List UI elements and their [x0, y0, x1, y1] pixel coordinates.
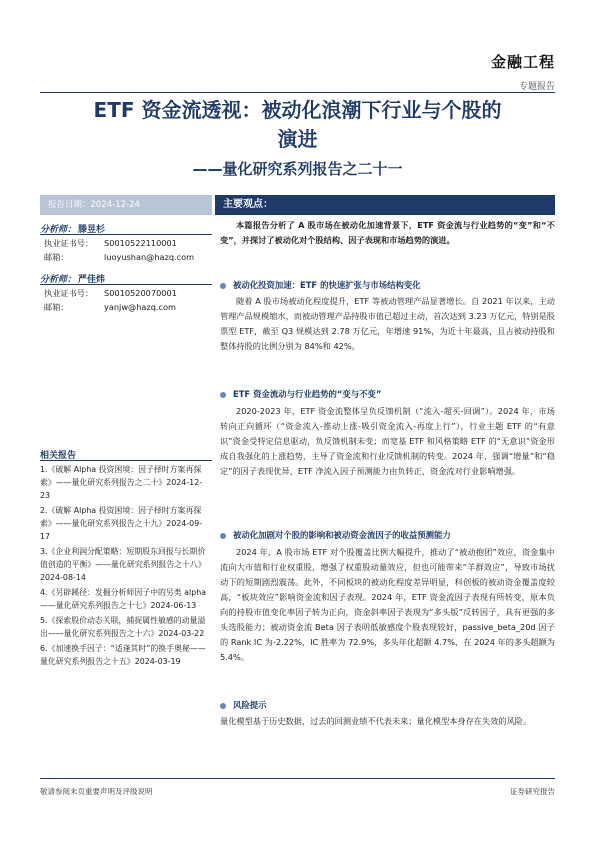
analyst-2-cert: [44, 288, 177, 299]
header-divider: [40, 92, 555, 93]
intro-paragraph: 本篇报告分析了 A 股市场在被动化加速背景下，ETF 资金流与行业趋势的“变”和“不变”，并探讨了被动化对个股结构、因子表现和市场趋势的演进。: [220, 220, 555, 245]
section-title: 风险提示: [233, 700, 267, 710]
analyst-1-divider: [40, 234, 212, 235]
analyst-name: 滕昱杉: [78, 225, 106, 235]
related-report-item[interactable]: 6.《加速换手因子：“适逢其时”的换手奥秘——量化研究系列报告之十五》2024-03-19: [40, 644, 206, 666]
analyst-2-email: [44, 302, 177, 313]
related-report-item[interactable]: 2.《破解 Alpha 投资困境：因子择时方案再探索》——量化研究系列报告之十九》2024-09-17: [40, 506, 203, 541]
section-title: 被动化投资加速：ETF 的快速扩张与市场结构变化: [233, 280, 421, 290]
section-title: ETF 资金流动与行业趋势的“变与不变”: [233, 389, 382, 399]
footer-divider: [40, 778, 555, 779]
cert-label: 执业证书号：: [44, 288, 94, 298]
analyst-1-email: [44, 252, 195, 263]
report-type: 专题报告: [518, 82, 555, 92]
bullet-icon: [220, 703, 226, 709]
report-title: [40, 96, 555, 154]
analyst-2-divider: [40, 284, 212, 285]
cert-label: 执业证书号：: [44, 238, 94, 248]
related-report-item[interactable]: 4.《另辟蹊径：发掘分析师因子中的另类 alpha——量化研究系列报告之十七》2024-06-13: [40, 588, 207, 610]
analyst-role: 分析师：: [40, 225, 77, 235]
section-heading-4: [220, 699, 555, 711]
footer-label: 证券研究报告: [510, 787, 555, 796]
related-report-item[interactable]: 1.《破解 Alpha 投资困境：因子择时方案再探索》——量化研究系列报告之二十》2024-12-23: [40, 465, 203, 500]
title-line-2: 演进: [277, 127, 318, 151]
section-heading-3: [220, 529, 555, 541]
section-body-4: 量化模型基于历史数据，过去的回测业绩不代表未来；量化模型本身存在失效的风险。: [220, 716, 532, 726]
related-reports-heading: 相关报告: [40, 451, 77, 461]
section-body-1: 随着 A 股市场被动化程度提升，ETF 等被动管理产品显著增长。自 2021 年以来，主动管理产品规模缩水，而被动管理产品持股市值已超过主动，首次达到 3.23 万亿元，特别是股票型 ETF，截至 Q3 规模达到 2.78 万亿元，年增速 91%，为近十年最高，且占被动持股和整体持股的比例分别为 84%和 42%。: [220, 296, 555, 351]
title-line-1: ETF 资金流透视：被动化浪潮下行业与个股的: [93, 98, 502, 122]
brand-title: 金融工程: [490, 53, 555, 71]
bullet-icon: [220, 283, 226, 289]
bullet-icon: [220, 392, 226, 398]
email-address[interactable]: luoyushan@hazq.com: [104, 252, 195, 262]
key-points-heading: 主要观点：: [215, 195, 555, 215]
section-title: 被动化加剧对个股的影响和被动资金流因子的收益预测能力: [233, 530, 451, 540]
email-address[interactable]: yanjw@hazq.com: [104, 302, 177, 312]
section-body-3: 2024 年，A 股市场 ETF 对个股覆盖比例大幅提升，推动了“被动抱团”效应，资金集中流向大市值和行业权重股，增强了权重股动量效应，但也可能带来“羊群效应”，导致市场扰动下的短期剧烈震荡。此外，不同板块的被动化程度差异明显，科创板的被动资金覆盖度较高，“板块效应”影响资金流和因子表现。2024 年，ETF 资金流因子表现有所转变，原本负向的持股市值变化率因子转为正向，资金斜率因子表现为“多头版”反转因子，具有更强的多头选股能力；被动资金流 Beta 因子表明低敏感度个股表现较好，passive_beta_20d 因子的 Rank IC 为-2.22%，IC 胜率为 72.9%，多头年化超额 4.7%，在 2024 年的多头超额为 5.4%。: [220, 547, 555, 662]
related-reports-divider: [40, 460, 212, 461]
section-heading-2: [220, 388, 555, 400]
section-heading-1: [220, 279, 555, 291]
footer-disclaimer: 敬请参阅末页重要声明及评级说明: [40, 787, 153, 796]
cert-number: S0010520070001: [104, 288, 177, 298]
email-label: 邮箱：: [44, 302, 69, 312]
analyst-name: 严佳炜: [78, 275, 106, 285]
related-report-item[interactable]: 3.《企业利润分配策略：短期股东回报与长期价值创造的平衡》——量化研究系列报告之十八》2024-08-14: [40, 547, 206, 582]
email-label: 邮箱：: [44, 252, 69, 262]
cert-number: S0010522110001: [104, 238, 177, 248]
section-body-2: 2020-2023 年，ETF 资金流整体呈负反馈机制（“流入-超买-回调”）。2024 年，市场转向正向循环（“资金流入-推动上涨-吸引资金流入-再度上行”），行业主题 ETF 的“有意识”资金受特定信息驱动，负反馈机制未变；而宽基 ETF 和风格策略 ETF 的“无意识”资金形成自我强化的上涨趋势，主导了资金流和行业反馈机制的转变。2024 年，强调“增量”和“稳定”的因子表现优异，ETF 净流入因子预测能力由负转正，资金流对行业影响增强。: [220, 406, 555, 476]
report-subtitle: ——量化研究系列报告之二十一: [192, 160, 403, 178]
related-report-item[interactable]: 5.《探索股价动态关联，捕捉属性敏感的动量溢出——量化研究系列报告之十六》2024-03-22: [40, 616, 206, 638]
analyst-role: 分析师：: [40, 275, 77, 285]
report-date: 报告日期：2024-12-24: [40, 195, 212, 215]
bullet-icon: [220, 533, 226, 539]
analyst-1-cert: [44, 238, 177, 249]
related-reports-list: [40, 463, 212, 670]
